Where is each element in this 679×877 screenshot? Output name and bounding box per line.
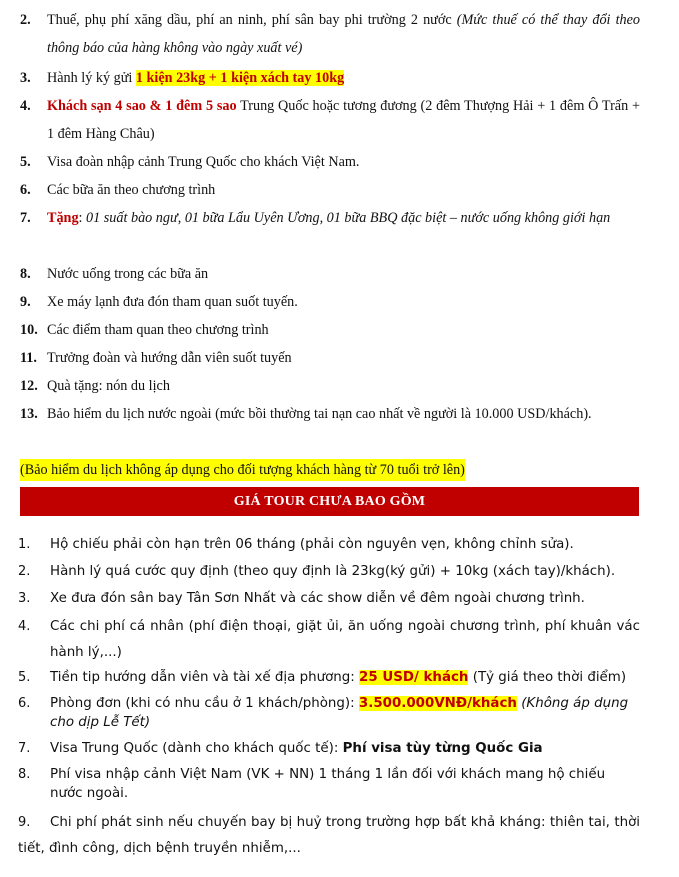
included-item [20, 176, 640, 204]
body-text: Hộ chiếu phải còn hạn trên 06 tháng (phải còn nguyên vẹn, không chỉnh sửa). [50, 537, 574, 552]
item-number: 10. [20, 322, 38, 338]
excluded-item [18, 588, 640, 609]
item-text [20, 400, 640, 428]
excluded-item [18, 561, 640, 582]
excluded-item [18, 667, 640, 688]
item-number: 6. [20, 182, 31, 198]
item-number: 2. [18, 564, 31, 579]
body-text: Xe đưa đón sân bay Tân Sơn Nhất và các show diễn về đêm ngoài chương trình. [50, 591, 585, 606]
body-text: Thuế, phụ phí xăng dầu, phí an ninh, phí sân bay phi trường 2 nước [47, 12, 457, 28]
item-number: 2. [20, 12, 31, 28]
body-text: Quà tặng: nón du lịch [47, 378, 170, 394]
item-number: 7. [18, 741, 31, 756]
item-number: 11. [20, 350, 37, 366]
emphasis-text: 3.500.000VNĐ/khách [358, 696, 517, 711]
emphasis-text: 25 USD/ khách [359, 670, 469, 685]
exclusions-heading: GIÁ TOUR CHƯA BAO GỒM [20, 487, 639, 516]
item-text [20, 148, 640, 176]
item-number: 4. [20, 98, 31, 114]
included-item [20, 316, 640, 344]
item-text [20, 288, 640, 316]
item-text [20, 64, 640, 92]
body-text: Trưởng đoàn và hướng dẫn viên suốt tuyến [47, 350, 292, 366]
item-number: 5. [20, 154, 31, 170]
item-number: 13. [20, 406, 38, 422]
item-number: 7. [20, 210, 31, 226]
included-item [20, 92, 640, 148]
excluded-item [18, 810, 640, 862]
body-text: Phòng đơn (khi có nhu cầu ở 1 khách/phòng): [50, 696, 359, 711]
body-text: Các chi phí cá nhân (phí điện thoại, giặt ủi, ăn uống ngoài chương trình, phí khuân vác hành lý,...) [50, 619, 640, 660]
item-number: 1. [18, 537, 31, 552]
included-item [20, 6, 640, 62]
included-item [20, 204, 640, 232]
item-text [20, 372, 640, 400]
item-text [20, 260, 640, 288]
item-number: 9. [20, 294, 31, 310]
included-item [20, 64, 640, 92]
item-text [18, 614, 640, 666]
body-text: Nước uống trong các bữa ăn [47, 266, 209, 282]
included-item [20, 372, 640, 400]
body-text: Trung Quốc hoặc tương đương (2 đêm Thượng Hải + 1 đêm Ô Trấn + 1 đêm Hàng Châu) [47, 98, 640, 142]
item-text [20, 92, 640, 148]
emphasis-text: Tặng [47, 210, 79, 226]
item-text [20, 316, 640, 344]
item-text [20, 6, 640, 62]
body-text: Xe máy lạnh đưa đón tham quan suốt tuyến. [47, 294, 298, 310]
item-number: 5. [18, 670, 31, 685]
item-text [18, 588, 640, 609]
body-text: (Tỷ giá theo thời điểm) [468, 670, 627, 685]
body-text: Tiền tip hướng dẫn viên và tài xế địa phương: [50, 670, 360, 685]
item-text [18, 561, 640, 582]
item-text [18, 667, 640, 688]
emphasis-text: 1 kiện 23kg + 1 kiện xách tay 10kg [135, 70, 345, 86]
body-text: Chi phí phát sinh nếu chuyến bay bị huỷ trong trường hợp bất khả kháng: thiên tai, thời tiết, đình công, dịch bệnh truyền nhiễm,... [18, 815, 640, 856]
emphasis-text: 01 suất bào ngư, 01 bữa Lẩu Uyên Ương, 01 bữa BBQ đặc biệt – nước uống không giới hạn [86, 210, 611, 226]
included-item [20, 344, 640, 372]
item-text [18, 694, 640, 732]
insurance-note: (Bảo hiểm du lịch không áp dụng cho đối tượng khách hàng từ 70 tuổi trở lên) [20, 459, 465, 481]
excluded-item [18, 534, 640, 555]
item-text [20, 204, 640, 232]
item-number: 4. [18, 619, 31, 634]
item-number: 8. [20, 266, 31, 282]
included-item [20, 260, 640, 288]
item-number: 12. [20, 378, 38, 394]
emphasis-text: Khách sạn 4 sao & 1 đêm 5 sao [47, 98, 237, 114]
emphasis-text: (Không áp dụng cho dịp Lễ Tết) [50, 696, 629, 730]
body-text: : [78, 210, 87, 226]
body-text: Các điểm tham quan theo chương trình [47, 322, 269, 338]
excluded-item [18, 765, 640, 803]
body-text: Bảo hiểm du lịch nước ngoài (mức bồi thường tai nạn cao nhất về người là 10.000 USD/khách). [47, 406, 592, 422]
item-text [18, 810, 640, 862]
body-text: Các bữa ăn theo chương trình [47, 182, 216, 198]
emphasis-text: (Mức thuế có thể thay đổi theo thông báo của hàng không vào ngày xuất vé) [47, 12, 640, 56]
item-text [20, 176, 640, 204]
item-number: 9. [18, 815, 31, 830]
item-number: 3. [20, 70, 31, 86]
included-item [20, 400, 640, 428]
body-text: Phí visa nhập cảnh Việt Nam (VK + NN) 1 tháng 1 lần đối với khách mang hộ chiếu nước ngoài. [50, 767, 606, 801]
body-text: Hành lý quá cước quy định (theo quy định là 23kg(ký gửi) + 10kg (xách tay)/khách). [50, 564, 616, 579]
excluded-item [18, 694, 640, 732]
body-text: Visa Trung Quốc (dành cho khách quốc tế): [50, 741, 343, 756]
item-number: 6. [18, 696, 31, 711]
item-text [18, 534, 640, 555]
item-number: 3. [18, 591, 31, 606]
item-number: 8. [18, 767, 31, 782]
included-item [20, 288, 640, 316]
included-item [20, 148, 640, 176]
body-text: Visa đoàn nhập cảnh Trung Quốc cho khách Việt Nam. [47, 154, 360, 170]
item-text [18, 738, 640, 759]
excluded-item [18, 614, 640, 666]
excluded-item [18, 738, 640, 759]
body-text: Hành lý ký gửi [47, 70, 136, 86]
item-text [20, 344, 640, 372]
item-text [18, 765, 640, 803]
emphasis-text: Phí visa tùy từng Quốc Gia [342, 741, 543, 756]
